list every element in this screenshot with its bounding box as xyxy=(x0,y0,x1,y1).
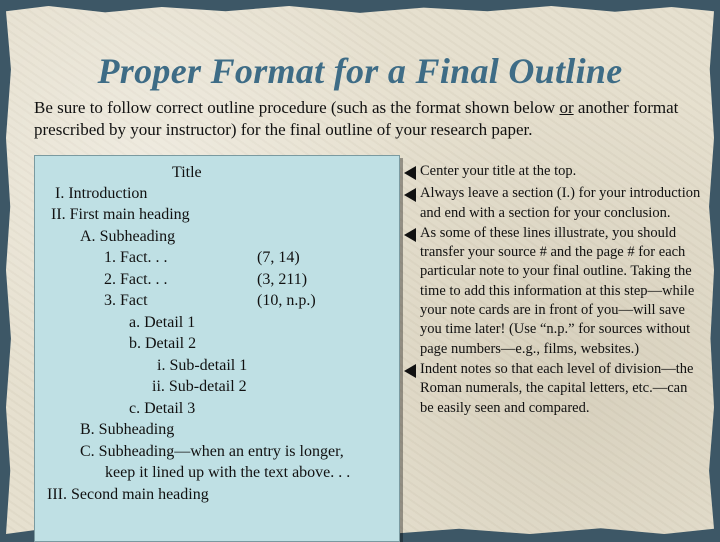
outline-text: First main heading xyxy=(69,206,190,223)
note-text: Center your title at the top. xyxy=(420,163,577,179)
left-arrow-bullet-icon xyxy=(404,364,416,378)
outline-text: Subheading—when an entry is longer, xyxy=(98,443,344,460)
outline-line xyxy=(104,270,168,290)
note-text: Always leave a section (I.) for your introduction and end with a section for your conclusion. xyxy=(420,185,701,221)
outline-line xyxy=(129,313,195,333)
slide-title: Proper Format for a Final Outline xyxy=(97,51,623,91)
outline-line xyxy=(157,356,247,376)
outline-text: Subheading xyxy=(98,421,175,438)
outline-text: Fact xyxy=(120,292,148,309)
outline-marker: II. xyxy=(51,206,66,223)
outline-line xyxy=(80,227,175,247)
outline-marker: 2. xyxy=(104,271,116,288)
source-citation: (10, n.p.) xyxy=(257,292,316,309)
left-arrow-bullet-icon xyxy=(404,188,416,202)
intro-paragraph xyxy=(34,97,694,141)
outline-text: Detail 3 xyxy=(144,400,196,417)
note-item xyxy=(402,162,702,181)
left-arrow-bullet-icon xyxy=(404,166,416,180)
outline-marker: c. xyxy=(129,400,141,417)
outline-text: Sub-detail 1 xyxy=(169,357,248,374)
left-arrow-bullet-icon xyxy=(404,228,416,242)
intro-text-2: another format prescribed by your instructor) for the final outline of your research paper. xyxy=(34,98,679,139)
outline-line xyxy=(129,399,195,419)
outline-text: Sub-detail 2 xyxy=(168,378,247,395)
note-item xyxy=(402,224,702,359)
outline-line xyxy=(55,184,147,204)
outline-text: Fact. . . xyxy=(120,249,168,266)
intro-text-1: Be sure to follow correct outline procedure (such as the format shown below xyxy=(34,98,560,117)
outline-line xyxy=(104,248,168,268)
note-text: As some of these lines illustrate, you should transfer your source # and the page # for each particular note to your final outline. Taking the time to add this information at this step—while your note cards are in front of you—will save you time later! (Use “n.p.” for sources without page numbers—e.g., films, websites.) xyxy=(420,224,695,357)
outline-title: Title xyxy=(172,164,202,181)
outline-text: keep it lined up with the text above. . . xyxy=(105,464,351,481)
outline-marker: i. xyxy=(157,357,166,374)
outline-marker: C. xyxy=(80,443,95,460)
outline-marker: 1. xyxy=(104,249,116,266)
outline-line xyxy=(105,463,350,483)
source-citation: (3, 211) xyxy=(257,271,308,288)
outline-line xyxy=(80,420,174,440)
outline-text: Detail 2 xyxy=(145,335,197,352)
outline-marker: III. xyxy=(47,486,67,503)
outline-line xyxy=(104,291,148,311)
outline-example-box xyxy=(34,155,400,542)
intro-underlined-or: or xyxy=(559,98,574,117)
outline-marker: ii. xyxy=(152,378,165,395)
outline-line xyxy=(80,442,344,462)
outline-marker: a. xyxy=(129,314,141,331)
outline-line xyxy=(152,377,247,397)
outline-text: Introduction xyxy=(68,185,148,202)
notes-column xyxy=(402,162,702,418)
outline-text: Subheading xyxy=(99,228,176,245)
outline-line xyxy=(51,205,190,225)
outline-marker: I. xyxy=(55,185,65,202)
outline-marker: A. xyxy=(80,228,96,245)
outline-text: Detail 1 xyxy=(144,314,196,331)
outline-line xyxy=(47,485,209,505)
outline-line xyxy=(129,334,196,354)
outline-marker: 3. xyxy=(104,292,116,309)
note-text: Indent notes so that each level of division—the Roman numerals, the capital letters, etc.—can be easily seen and compared. xyxy=(420,360,694,416)
outline-marker: b. xyxy=(129,335,141,352)
source-citation: (7, 14) xyxy=(257,249,300,266)
note-item xyxy=(402,360,702,418)
outline-marker: B. xyxy=(80,421,95,438)
outline-text: Fact. . . xyxy=(120,271,168,288)
outline-text: Second main heading xyxy=(70,486,209,503)
note-item xyxy=(402,184,702,223)
